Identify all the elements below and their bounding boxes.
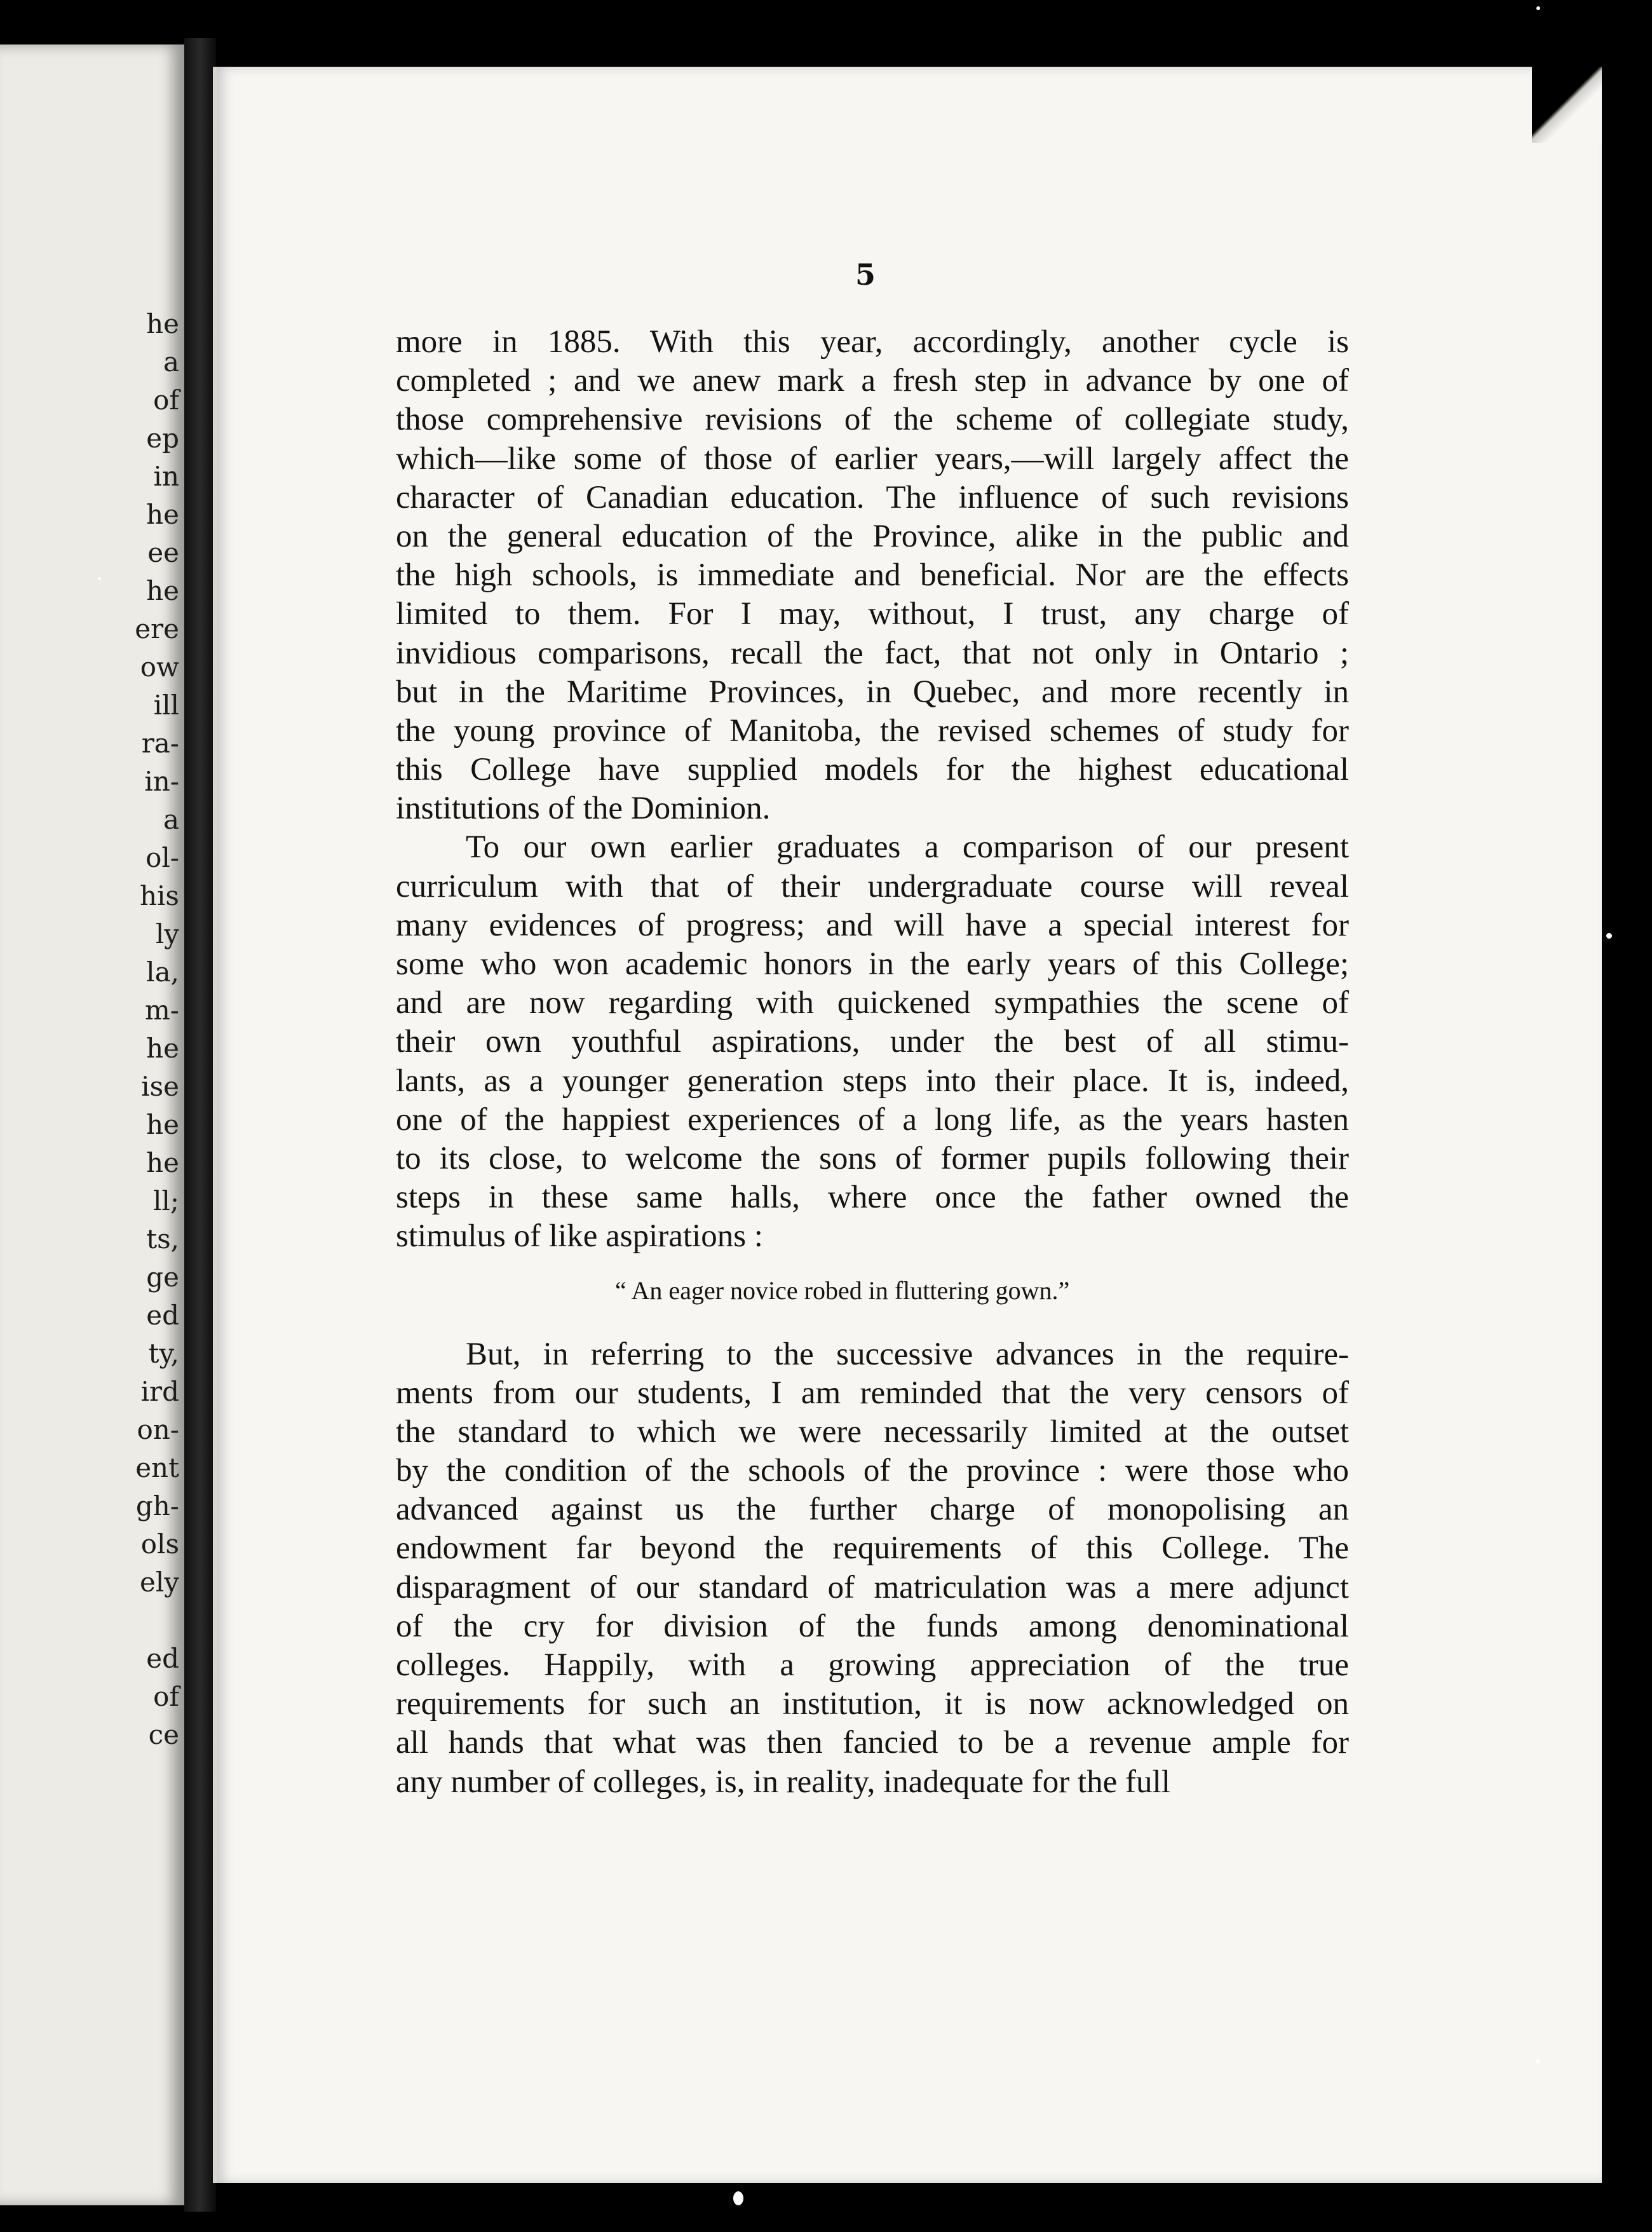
previous-page-fragment: ra- (141, 728, 179, 759)
text-line: but in the Maritime Provinces, in Quebec, and more recently in (396, 674, 1349, 710)
block-quote: “ An eager novice robed in fluttering gown.” (615, 1276, 1070, 1305)
paragraph-2 (396, 828, 1349, 1256)
text-line: to its close, to welcome the sons of former pupils following their (396, 1140, 1349, 1176)
previous-page-fragment: ge (146, 1262, 179, 1293)
text-line: of the cry for division of the funds among denominational (396, 1608, 1349, 1644)
previous-page-fragment: he (146, 575, 179, 606)
previous-page-fragment: ow (140, 651, 179, 683)
previous-page-fragment: on- (137, 1414, 179, 1445)
previous-page-fragment: he (146, 308, 179, 339)
previous-page-fragment: ll; (152, 1185, 179, 1216)
previous-page-fragment: he (146, 499, 179, 530)
previous-page-fragment: la, (146, 956, 179, 988)
page-number: 5 (855, 257, 876, 292)
text-line: one of the happiest experiences of a long life, as the years hasten (396, 1101, 1349, 1138)
previous-page-fragment: ee (147, 537, 179, 568)
previous-page-fragment: in- (144, 766, 179, 797)
previous-page-fragment: a (163, 346, 179, 378)
previous-page-fragment: ts, (146, 1223, 179, 1255)
text-line: by the condition of the schools of the province : were those who (396, 1453, 1349, 1489)
previous-page-fragment: in (153, 461, 179, 492)
text-line: some who won academic honors in the early years of this College; (396, 946, 1349, 982)
previous-page-fragment: he (146, 1147, 179, 1178)
text-line: the young province of Manitoba, the revised schemes of study for (396, 712, 1349, 749)
paragraph-1 (396, 323, 1349, 828)
text-line: any number of colleges, is, in reality, inadequate for the full (396, 1764, 1170, 1800)
text-line: To our own earlier graduates a comparison of our present (466, 829, 1349, 866)
scan-speck (733, 2191, 743, 2205)
previous-page-fragment: gh- (135, 1490, 179, 1521)
previous-page-text-fragments (135, 305, 179, 1754)
scan-speck (1606, 933, 1612, 939)
text-line: stimulus of like aspirations : (396, 1218, 763, 1255)
previous-page-fragment: ty, (148, 1338, 179, 1369)
text-line: curriculum with that of their undergraduate course will reveal (396, 868, 1349, 904)
paragraph-3 (396, 1335, 1349, 1802)
previous-page-fragment: ise (141, 1071, 179, 1102)
previous-page-fragment: ill (153, 690, 179, 721)
text-line: their own youthful aspirations, under the best of all stimu- (396, 1024, 1349, 1060)
previous-page-fragment: ent (135, 1452, 179, 1483)
text-line: invidious comparisons, recall the fact, that not only in Ontario ; (396, 635, 1349, 671)
previous-page-fragment: he (146, 1033, 179, 1064)
text-line: endowment far beyond the requirements of this College. The (396, 1530, 1349, 1567)
text-line: requirements for such an institution, it is now acknowledged on (396, 1686, 1349, 1722)
previous-page-fragment: ere (135, 613, 179, 644)
text-line: colleges. Happily, with a growing appreciation of the true (396, 1647, 1349, 1683)
previous-page-fragment: a (163, 804, 179, 835)
previous-page-fragment: of (153, 1681, 179, 1712)
scan-speck (1536, 2059, 1540, 2064)
text-line: completed ; and we anew mark a fresh step in advance by one of (396, 363, 1349, 399)
previous-page-fragment: of (153, 384, 179, 416)
previous-page-fragment: ep (146, 423, 179, 454)
previous-page-fragment: ird (140, 1376, 179, 1407)
previous-page-fragment: ed (146, 1643, 179, 1674)
text-line: advanced against us the further charge of monopolising an (396, 1492, 1349, 1528)
text-line: those comprehensive revisions of the scheme of collegiate study, (396, 402, 1349, 438)
previous-page-fragment (135, 1602, 179, 1640)
previous-page-fragment: his (139, 880, 179, 911)
text-line: institutions of the Dominion. (396, 791, 771, 827)
text-line: this College have supplied models for the highest educational (396, 752, 1349, 788)
previous-page-fragment: ol- (146, 842, 179, 873)
previous-page-fragment: ed (146, 1300, 179, 1331)
previous-page-fragment: m- (144, 995, 179, 1026)
page-corner-curl (1532, 67, 1602, 143)
text-line: But, in referring to the successive advances in the require- (466, 1336, 1349, 1372)
page (213, 67, 1602, 2183)
text-line: the standard to which we were necessarily limited at the outset (396, 1413, 1349, 1450)
text-line: the high schools, is immediate and beneficial. Nor are the effects (396, 557, 1349, 594)
text-line: limited to them. For I may, without, I trust, any charge of (396, 596, 1349, 632)
scan-speck (1536, 6, 1540, 10)
scan-speck (98, 577, 101, 580)
previous-page-fragment: ols (140, 1528, 179, 1560)
text-line: on the general education of the Province, alike in the public and (396, 518, 1349, 554)
text-line: and are now regarding with quickened sympathies the scene of (396, 985, 1349, 1021)
previous-page-fragment: ly (155, 918, 179, 949)
previous-page-fragment: he (146, 1109, 179, 1140)
text-line: ments from our students, I am reminded that the very censors of (396, 1375, 1349, 1411)
book-gutter (184, 38, 216, 2212)
text-line: steps in these same halls, where once the father owned the (396, 1180, 1349, 1216)
text-line: which—like some of those of earlier years,—will largely affect the (396, 440, 1349, 477)
text-line: lants, as a younger generation steps into their place. It is, indeed, (396, 1063, 1349, 1099)
previous-page-fragment: ely (139, 1567, 179, 1598)
text-line: all hands that what was then fancied to be a revenue ample for (396, 1725, 1349, 1761)
text-line: more in 1885. With this year, accordingly, another cycle is (396, 324, 1349, 360)
previous-page-fragment: ce (148, 1719, 179, 1750)
text-line: disparagment of our standard of matriculation was a mere adjunct (396, 1569, 1349, 1605)
previous-page-edge (0, 44, 184, 2205)
text-line: character of Canadian education. The influence of such revisions (396, 479, 1349, 515)
text-line: many evidences of progress; and will have a special interest for (396, 907, 1349, 943)
page-body (396, 323, 1349, 1802)
